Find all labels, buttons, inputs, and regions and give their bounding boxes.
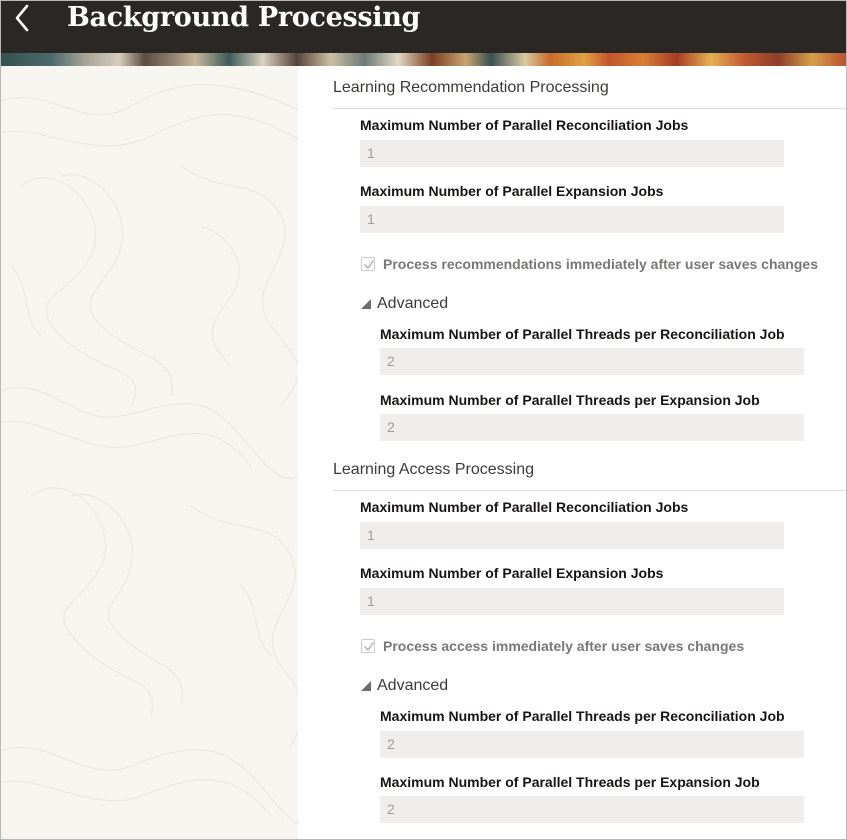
advanced-label: Advanced	[377, 295, 449, 312]
field-label: Maximum Number of Parallel Reconciliation Jobs	[360, 499, 689, 515]
section-title-learning-access: Learning Access Processing	[333, 461, 534, 478]
recommendation-threads-expansion-input[interactable]: 2	[380, 414, 804, 441]
section-title-learning-recommendation: Learning Recommendation Processing	[333, 79, 609, 96]
recommendation-threads-reconciliation-input[interactable]: 2	[380, 348, 804, 375]
recommendation-reconciliation-jobs-input[interactable]: 1	[360, 140, 784, 167]
back-button[interactable]	[9, 1, 39, 39]
field-label: Maximum Number of Parallel Threads per Reconciliation Job	[380, 326, 785, 342]
field-label: Maximum Number of Parallel Expansion Jobs	[360, 183, 664, 199]
field-label: Maximum Number of Parallel Reconciliation Jobs	[360, 117, 689, 133]
access-threads-reconciliation-input[interactable]: 2	[380, 731, 804, 758]
checkmark-icon	[363, 641, 375, 653]
topographic-pattern	[1, 66, 298, 840]
field-label: Maximum Number of Parallel Threads per Expansion Job	[380, 392, 760, 408]
access-expansion-jobs-input[interactable]: 1	[360, 588, 784, 615]
checkmark-icon	[363, 259, 375, 271]
triangle-down-icon	[361, 299, 371, 309]
checkbox-label: Process access immediately after user saves changes	[383, 638, 745, 654]
page-title: Background Processing	[67, 2, 421, 33]
access-threads-expansion-input[interactable]: 2	[380, 796, 804, 823]
checkbox-label: Process recommendations immediately after user saves changes	[383, 256, 818, 272]
section-divider	[333, 108, 846, 109]
main-content	[298, 66, 846, 840]
recommendation-expansion-jobs-input[interactable]: 1	[360, 206, 784, 233]
field-label: Maximum Number of Parallel Threads per Reconciliation Job	[380, 708, 785, 724]
advanced-label: Advanced	[377, 677, 449, 694]
field-label: Maximum Number of Parallel Expansion Jobs	[360, 565, 664, 581]
chevron-left-icon	[9, 1, 39, 39]
decorative-banner	[1, 53, 846, 66]
section-divider	[333, 490, 846, 491]
field-label: Maximum Number of Parallel Threads per Expansion Job	[380, 774, 760, 790]
process-access-checkbox[interactable]	[361, 639, 375, 653]
triangle-down-icon	[361, 681, 371, 691]
process-recommendations-checkbox[interactable]	[361, 257, 375, 271]
page-header	[1, 1, 846, 53]
access-reconciliation-jobs-input[interactable]: 1	[360, 522, 784, 549]
decorative-side-panel	[1, 66, 298, 840]
